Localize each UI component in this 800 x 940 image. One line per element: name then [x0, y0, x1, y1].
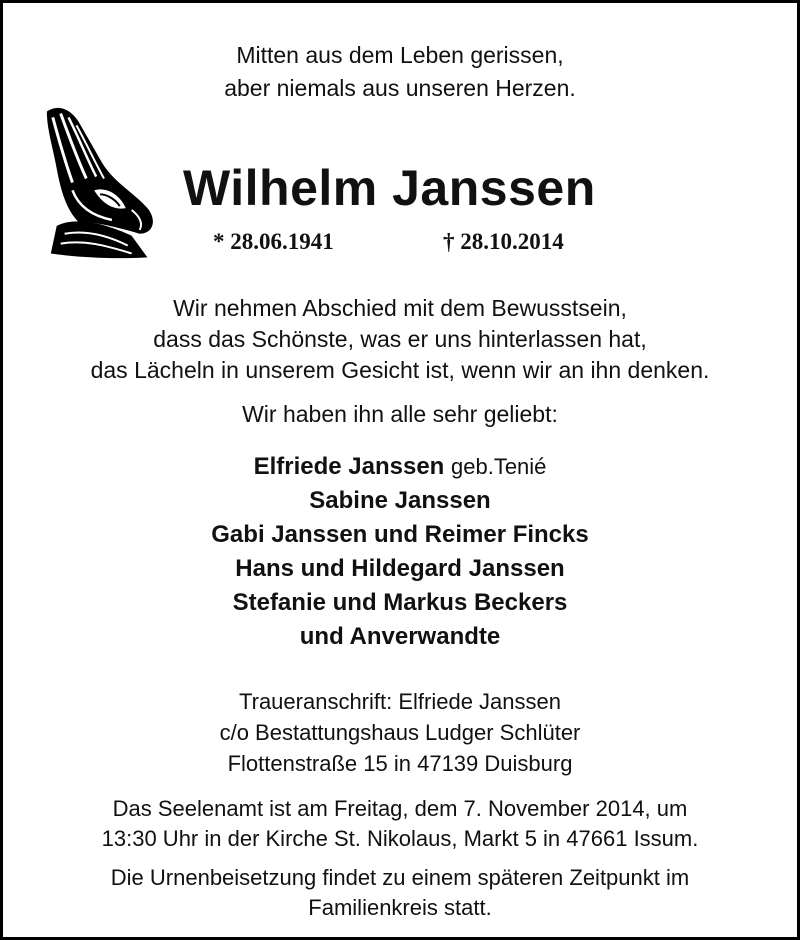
death-date: † 28.10.2014 — [443, 229, 564, 254]
urn-burial-info — [3, 863, 797, 923]
motto — [3, 39, 797, 105]
address-line: Flottenstraße 15 in 47139 Duisburg — [227, 751, 573, 776]
farewell-text — [3, 293, 797, 386]
mourning-address — [3, 686, 797, 779]
motto-line: aber niemals aus unseren Herzen. — [224, 75, 576, 101]
birth-date: * 28.06.1941 — [213, 229, 334, 254]
address-line: c/o Bestattungshaus Ludger Schlüter — [219, 720, 581, 745]
address-line: Traueranschrift: Elfriede Janssen — [239, 689, 561, 714]
mourners-list — [3, 450, 797, 654]
urn-line: Die Urnenbeisetzung findet zu einem späteren Zeitpunkt im — [110, 865, 690, 890]
loved-line: Wir haben ihn alle sehr geliebt: — [242, 401, 558, 427]
service-info — [3, 794, 797, 854]
farewell-line: Wir nehmen Abschied mit dem Bewusstsein, — [173, 295, 627, 321]
maiden-name-note: geb.Tenié — [451, 454, 547, 479]
urn-line: Familienkreis statt. — [308, 895, 492, 920]
mourner-line: Gabi Janssen und Reimer Fincks — [211, 521, 589, 548]
mourner-line: und Anverwandte — [299, 623, 501, 650]
mourner-line — [3, 450, 797, 484]
farewell-line: dass das Schönste, was er uns hinterlassen hat, — [153, 326, 647, 352]
mourner-line: Sabine Janssen — [309, 487, 491, 514]
farewell-line: das Lächeln in unserem Gesicht ist, wenn wir an ihn denken. — [90, 357, 710, 383]
mourner-line: Hans und Hildegard Janssen — [235, 555, 565, 582]
deceased-name: Wilhelm Janssen — [183, 160, 596, 216]
motto-line: Mitten aus dem Leben gerissen, — [236, 42, 564, 68]
mourner-line: Stefanie und Markus Beckers — [232, 589, 568, 616]
service-line: Das Seelenamt ist am Freitag, dem 7. November 2014, um — [112, 796, 688, 821]
mourner-name: Elfriede Janssen — [253, 453, 445, 480]
praying-hands-icon — [37, 99, 175, 263]
service-line: 13:30 Uhr in der Kirche St. Nikolaus, Markt 5 in 47661 Issum. — [101, 826, 699, 851]
